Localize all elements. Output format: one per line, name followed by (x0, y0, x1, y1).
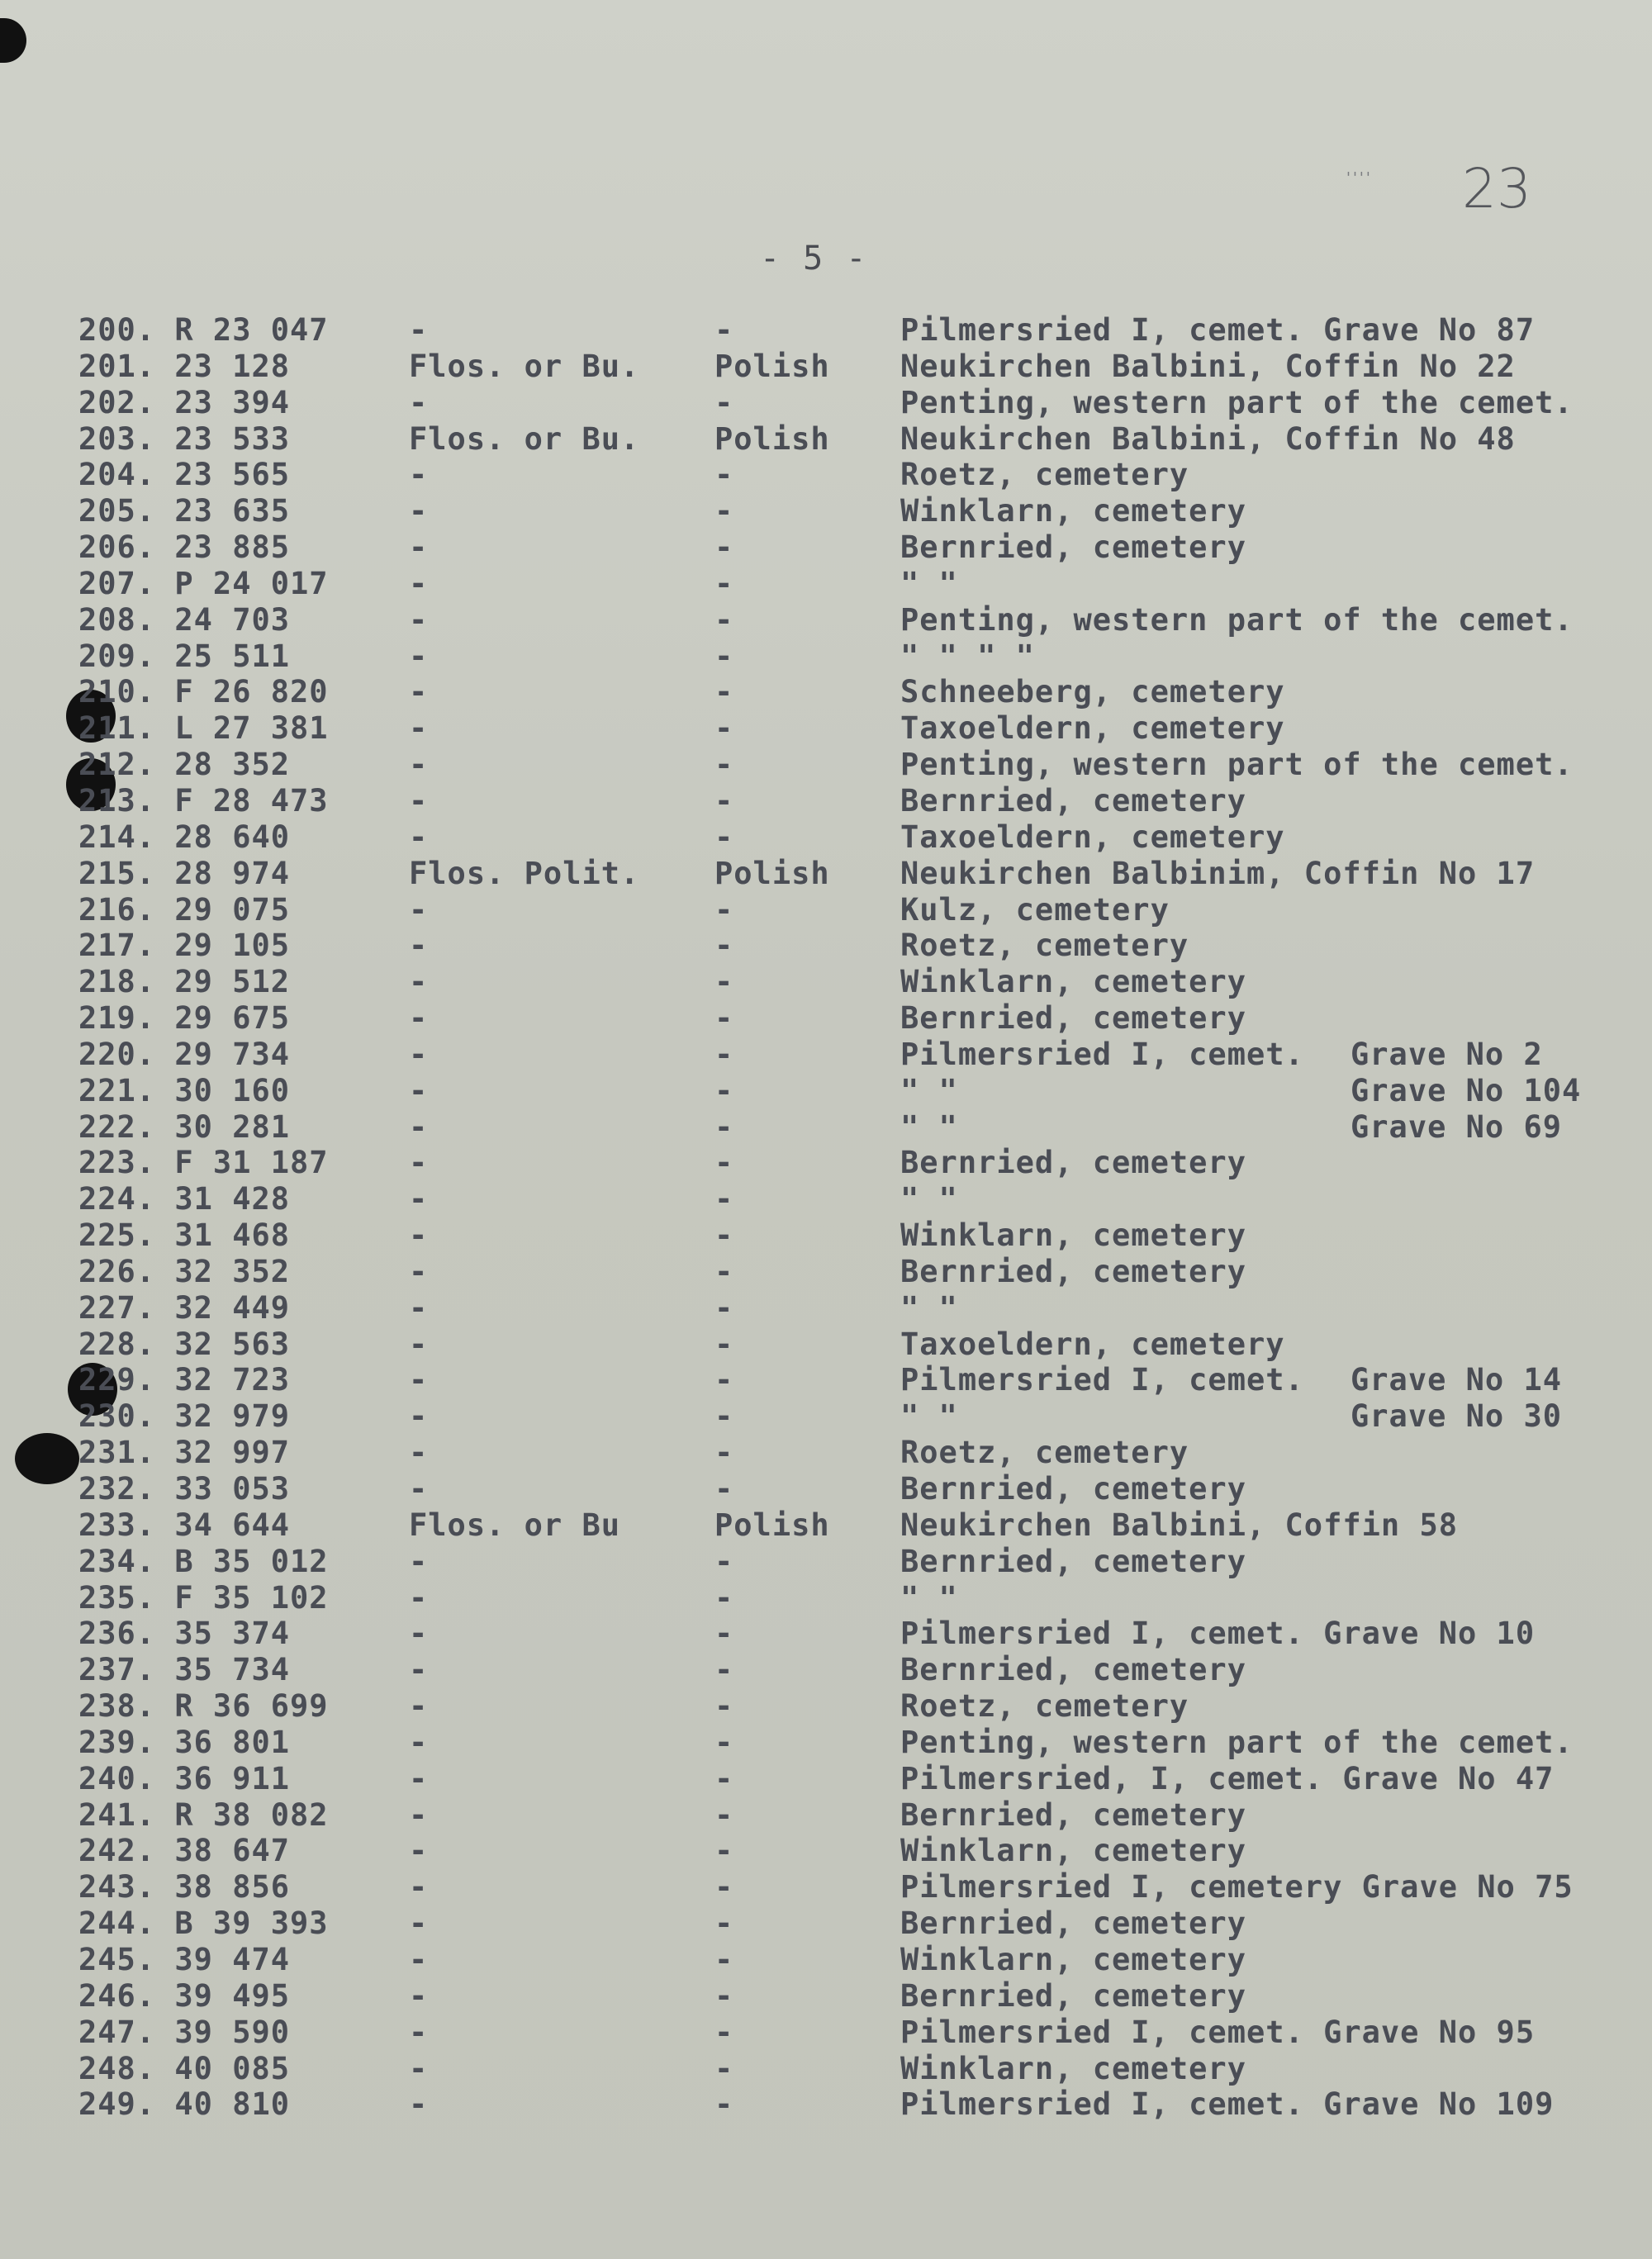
record-grave-number: Grave No 104 (1351, 1072, 1582, 1108)
record-id: 213. F 28 473 (78, 782, 329, 819)
record-nationality: - (714, 1652, 734, 1688)
record-grave-number: Grave No 69 (1351, 1108, 1563, 1145)
record-id: 246. 39 495 (78, 1977, 291, 2014)
record-id: 206. 23 885 (78, 529, 291, 566)
record-id: 228. 32 563 (78, 1326, 291, 1362)
record-id: 226. 32 352 (78, 1253, 291, 1289)
list-item (78, 1797, 1631, 1834)
list-item (78, 493, 1631, 529)
record-nationality: - (714, 457, 734, 493)
record-id: 229. 32 723 (78, 1362, 291, 1398)
record-id: 210. F 26 820 (78, 674, 329, 710)
record-nationality: - (714, 1435, 734, 1471)
record-id: 202. 23 394 (78, 384, 291, 420)
record-family: Flos. or Bu. (409, 348, 640, 384)
record-nationality: - (714, 565, 734, 601)
record-nationality: - (714, 1145, 734, 1181)
record-nationality: - (714, 1398, 734, 1435)
record-nationality: - (714, 819, 734, 855)
record-burial-location: Penting, western part of the cemet. (900, 747, 1574, 783)
punch-hole (15, 1433, 79, 1484)
record-burial-location: Taxoeldern, cemetery (900, 1326, 1285, 1362)
record-nationality: - (714, 1326, 734, 1362)
record-burial-location: Pilmersried I, cemet. Grave No 109 (900, 2086, 1555, 2123)
record-nationality: - (714, 1362, 734, 1398)
list-item (78, 1471, 1631, 1507)
record-burial-location: Bernried, cemetery (900, 1652, 1246, 1688)
record-burial-location: Roetz, cemetery (900, 457, 1189, 493)
record-family: - (409, 1253, 429, 1289)
record-family: - (409, 1145, 429, 1181)
record-nationality: - (714, 1108, 734, 1145)
page-number: - 5 - (760, 240, 868, 278)
list-item (78, 1869, 1631, 1905)
record-nationality: - (714, 1579, 734, 1616)
list-item (78, 1290, 1631, 1326)
record-burial-location: Penting, western part of the cemet. (900, 1724, 1574, 1760)
record-burial-location: Winklarn, cemetery (900, 2050, 1246, 2086)
record-nationality: Polish (714, 855, 830, 891)
record-family: Flos. or Bu (409, 1507, 621, 1543)
record-id: 241. R 38 082 (78, 1796, 329, 1833)
record-burial-location: Pilmersried I, cemetery Grave No 75 (900, 1869, 1574, 1905)
record-burial-location: Winklarn, cemetery (900, 1833, 1246, 1869)
list-item (78, 1616, 1631, 1652)
record-family: - (409, 782, 429, 819)
record-id: 221. 30 160 (78, 1072, 291, 1108)
record-nationality: - (714, 1977, 734, 2014)
record-nationality: - (714, 384, 734, 420)
record-nationality: - (714, 1796, 734, 1833)
record-burial-location: Bernried, cemetery (900, 782, 1246, 819)
list-item (78, 566, 1631, 602)
list-item (78, 2051, 1631, 2087)
record-id: 205. 23 635 (78, 493, 291, 529)
record-id: 215. 28 974 (78, 855, 291, 891)
record-family: - (409, 1579, 429, 1616)
record-nationality: - (714, 674, 734, 710)
list-item (78, 1652, 1631, 1688)
record-burial-location: Neukirchen Balbini, Coffin 58 (900, 1507, 1459, 1543)
record-nationality: - (714, 638, 734, 674)
list-item (78, 638, 1631, 675)
record-family: - (409, 1833, 429, 1869)
record-family: - (409, 1543, 429, 1579)
record-burial-location: Roetz, cemetery (900, 1435, 1189, 1471)
record-nationality: - (714, 493, 734, 529)
record-burial-location: Bernried, cemetery (900, 1253, 1246, 1289)
record-family: - (409, 1362, 429, 1398)
record-family: - (409, 384, 429, 420)
record-family: - (409, 1326, 429, 1362)
record-nationality: - (714, 1724, 734, 1760)
list-item (78, 819, 1631, 856)
record-family: - (409, 565, 429, 601)
record-burial-location: Neukirchen Balbini, Coffin No 48 (900, 420, 1516, 457)
record-burial-location: Pilmersried I, cemet. Grave No 95 (900, 2014, 1536, 2050)
record-id: 211. L 27 381 (78, 710, 329, 747)
record-id: 218. 29 512 (78, 964, 291, 1000)
list-item (78, 1833, 1631, 1869)
record-nationality: - (714, 2086, 734, 2123)
record-id: 223. F 31 187 (78, 1145, 329, 1181)
record-burial-location: " " " " (900, 638, 1035, 674)
record-family: - (409, 674, 429, 710)
record-nationality: Polish (714, 420, 830, 457)
record-family: - (409, 1217, 429, 1254)
record-burial-location: Neukirchen Balbinim, Coffin No 17 (900, 855, 1536, 891)
record-nationality: - (714, 1688, 734, 1725)
record-id: 232. 33 053 (78, 1471, 291, 1507)
list-item (78, 1544, 1631, 1580)
record-burial-location: Pilmersried I, cemet. Grave No 87 (900, 312, 1536, 348)
record-family: - (409, 710, 429, 747)
record-family: - (409, 819, 429, 855)
record-nationality: - (714, 1289, 734, 1326)
list-item (78, 1109, 1631, 1146)
record-family: - (409, 1796, 429, 1833)
record-nationality: - (714, 1181, 734, 1217)
record-list (78, 312, 1631, 2123)
record-id: 225. 31 468 (78, 1217, 291, 1254)
list-item (78, 457, 1631, 493)
list-item (78, 1000, 1631, 1037)
record-id: 219. 29 675 (78, 1000, 291, 1037)
record-family: - (409, 1652, 429, 1688)
record-family: - (409, 1471, 429, 1507)
record-family: - (409, 928, 429, 964)
record-id: 214. 28 640 (78, 819, 291, 855)
list-item (78, 1688, 1631, 1725)
list-item (78, 1905, 1631, 1942)
record-burial-location: Pilmersried, I, cemet. Grave No 47 (900, 1760, 1555, 1796)
record-id: 220. 29 734 (78, 1036, 291, 1072)
record-id: 230. 32 979 (78, 1398, 291, 1435)
folio-annotation: '''' (1346, 169, 1373, 187)
record-burial-location: " " (900, 1289, 958, 1326)
record-nationality: - (714, 1471, 734, 1507)
record-family: Flos. Polit. (409, 855, 640, 891)
list-item (78, 385, 1631, 421)
record-family: - (409, 1760, 429, 1796)
record-family: Flos. or Bu. (409, 420, 640, 457)
record-family: - (409, 1941, 429, 1977)
record-id: 209. 25 511 (78, 638, 291, 674)
record-burial-location: Taxoeldern, cemetery (900, 819, 1285, 855)
list-item (78, 1725, 1631, 1761)
record-id: 244. B 39 393 (78, 1905, 329, 1942)
record-nationality: - (714, 1869, 734, 1905)
record-nationality: - (714, 964, 734, 1000)
list-item (78, 783, 1631, 819)
record-id: 234. B 35 012 (78, 1543, 329, 1579)
record-burial-location: Bernried, cemetery (900, 1471, 1246, 1507)
record-family: - (409, 493, 429, 529)
record-burial-location: Bernried, cemetery (900, 1977, 1246, 2014)
record-family: - (409, 2050, 429, 2086)
list-item (78, 1978, 1631, 2015)
record-id: 231. 32 997 (78, 1435, 291, 1471)
record-family: - (409, 1688, 429, 1725)
record-id: 235. F 35 102 (78, 1579, 329, 1616)
record-id: 245. 39 474 (78, 1941, 291, 1977)
record-id: 236. 35 374 (78, 1616, 291, 1652)
list-item (78, 529, 1631, 566)
record-nationality: - (714, 1616, 734, 1652)
record-family: - (409, 638, 429, 674)
list-item (78, 2015, 1631, 2051)
list-item (78, 964, 1631, 1000)
record-id: 207. P 24 017 (78, 565, 329, 601)
record-id: 240. 36 911 (78, 1760, 291, 1796)
record-nationality: - (714, 1760, 734, 1796)
record-id: 212. 28 352 (78, 747, 291, 783)
list-item (78, 1037, 1631, 1073)
record-nationality: - (714, 1543, 734, 1579)
record-id: 239. 36 801 (78, 1724, 291, 1760)
list-item (78, 421, 1631, 458)
record-id: 224. 31 428 (78, 1181, 291, 1217)
record-id: 201. 23 128 (78, 348, 291, 384)
record-nationality: - (714, 529, 734, 566)
record-burial-location: " " (900, 1181, 958, 1217)
list-item (78, 892, 1631, 928)
record-nationality: Polish (714, 1507, 830, 1543)
record-nationality: - (714, 601, 734, 638)
record-id: 204. 23 565 (78, 457, 291, 493)
record-nationality: - (714, 1072, 734, 1108)
record-nationality: - (714, 710, 734, 747)
record-burial-location: " " (900, 565, 958, 601)
record-burial-location: " " (900, 1072, 958, 1108)
record-id: 233. 34 644 (78, 1507, 291, 1543)
list-item (78, 1217, 1631, 1254)
record-burial-location: Neukirchen Balbini, Coffin No 22 (900, 348, 1516, 384)
list-item (78, 1073, 1631, 1109)
record-family: - (409, 1036, 429, 1072)
list-item (78, 856, 1631, 892)
list-item (78, 1398, 1631, 1435)
binder-hole-mark (0, 18, 26, 63)
record-id: 227. 32 449 (78, 1289, 291, 1326)
record-burial-location: Bernried, cemetery (900, 1145, 1246, 1181)
record-burial-location: Winklarn, cemetery (900, 1941, 1246, 1977)
record-family: - (409, 747, 429, 783)
record-family: - (409, 1398, 429, 1435)
record-burial-location: Pilmersried I, cemet. Grave No 10 (900, 1616, 1536, 1652)
record-id: 208. 24 703 (78, 601, 291, 638)
list-item (78, 1145, 1631, 1181)
record-id: 247. 39 590 (78, 2014, 291, 2050)
record-family: - (409, 2014, 429, 2050)
record-nationality: - (714, 2050, 734, 2086)
record-nationality: - (714, 891, 734, 928)
record-burial-location: Bernried, cemetery (900, 1543, 1246, 1579)
record-id: 203. 23 533 (78, 420, 291, 457)
record-burial-location: Roetz, cemetery (900, 928, 1189, 964)
record-burial-location: Bernried, cemetery (900, 1000, 1246, 1037)
record-nationality: - (714, 1941, 734, 1977)
record-burial-location: Bernried, cemetery (900, 1796, 1246, 1833)
record-burial-location: " " (900, 1579, 958, 1616)
record-nationality: - (714, 1217, 734, 1254)
record-family: - (409, 1108, 429, 1145)
record-family: - (409, 2086, 429, 2123)
record-burial-location: " " (900, 1398, 958, 1435)
list-item (78, 1507, 1631, 1544)
record-family: - (409, 1000, 429, 1037)
record-family: - (409, 1289, 429, 1326)
record-burial-location: Penting, western part of the cemet. (900, 384, 1574, 420)
record-family: - (409, 1616, 429, 1652)
record-id: 216. 29 075 (78, 891, 291, 928)
list-item (78, 674, 1631, 710)
list-item (78, 1580, 1631, 1616)
record-id: 243. 38 856 (78, 1869, 291, 1905)
record-family: - (409, 1181, 429, 1217)
record-grave-number: Grave No 30 (1351, 1398, 1563, 1435)
list-item (78, 349, 1631, 385)
record-family: - (409, 891, 429, 928)
record-id: 248. 40 085 (78, 2050, 291, 2086)
record-nationality: Polish (714, 348, 830, 384)
record-family: - (409, 1869, 429, 1905)
record-burial-location: Pilmersried I, cemet. (900, 1036, 1304, 1072)
record-family: - (409, 1977, 429, 2014)
record-burial-location: Kulz, cemetery (900, 891, 1170, 928)
folio-number: 23 (1462, 157, 1531, 221)
record-id: 217. 29 105 (78, 928, 291, 964)
record-family: - (409, 601, 429, 638)
record-nationality: - (714, 312, 734, 348)
record-nationality: - (714, 1833, 734, 1869)
record-burial-location: Pilmersried I, cemet. (900, 1362, 1304, 1398)
list-item (78, 1326, 1631, 1363)
record-nationality: - (714, 1905, 734, 1942)
record-family: - (409, 1724, 429, 1760)
list-item (78, 602, 1631, 638)
record-id: 200. R 23 047 (78, 312, 329, 348)
record-family: - (409, 1072, 429, 1108)
record-burial-location: Winklarn, cemetery (900, 1217, 1246, 1254)
record-nationality: - (714, 1036, 734, 1072)
list-item (78, 747, 1631, 783)
record-family: - (409, 529, 429, 566)
record-grave-number: Grave No 14 (1351, 1362, 1563, 1398)
list-item (78, 1435, 1631, 1471)
record-id: 238. R 36 699 (78, 1688, 329, 1725)
record-family: - (409, 1435, 429, 1471)
record-burial-location: Bernried, cemetery (900, 1905, 1246, 1942)
record-id: 237. 35 734 (78, 1652, 291, 1688)
record-nationality: - (714, 1253, 734, 1289)
record-burial-location: Bernried, cemetery (900, 529, 1246, 566)
list-item (78, 312, 1631, 349)
record-burial-location: Schneeberg, cemetery (900, 674, 1285, 710)
record-nationality: - (714, 782, 734, 819)
record-family: - (409, 457, 429, 493)
record-id: 249. 40 810 (78, 2086, 291, 2123)
record-id: 242. 38 647 (78, 1833, 291, 1869)
list-item (78, 1362, 1631, 1398)
list-item (78, 928, 1631, 964)
list-item (78, 1181, 1631, 1217)
list-item (78, 710, 1631, 747)
list-item (78, 1254, 1631, 1290)
record-nationality: - (714, 747, 734, 783)
record-burial-location: Roetz, cemetery (900, 1688, 1189, 1725)
record-id: 222. 30 281 (78, 1108, 291, 1145)
list-item (78, 1761, 1631, 1797)
record-burial-location: " " (900, 1108, 958, 1145)
record-nationality: - (714, 1000, 734, 1037)
record-family: - (409, 1905, 429, 1942)
record-nationality: - (714, 2014, 734, 2050)
record-burial-location: Winklarn, cemetery (900, 964, 1246, 1000)
list-item (78, 1942, 1631, 1978)
list-item (78, 2086, 1631, 2123)
record-burial-location: Winklarn, cemetery (900, 493, 1246, 529)
record-burial-location: Penting, western part of the cemet. (900, 601, 1574, 638)
record-nationality: - (714, 928, 734, 964)
record-family: - (409, 312, 429, 348)
record-burial-location: Taxoeldern, cemetery (900, 710, 1285, 747)
record-grave-number: Grave No 2 (1351, 1036, 1543, 1072)
record-family: - (409, 964, 429, 1000)
